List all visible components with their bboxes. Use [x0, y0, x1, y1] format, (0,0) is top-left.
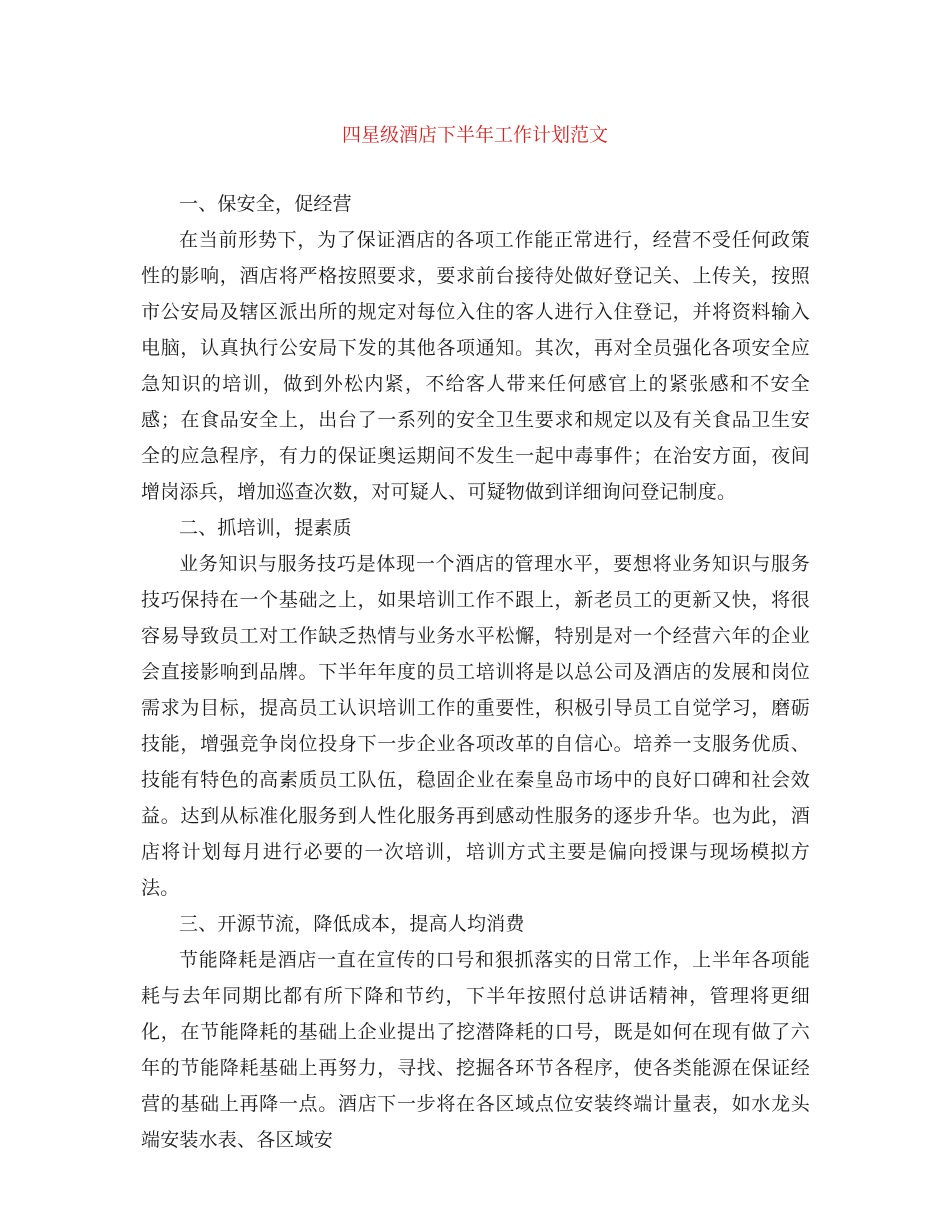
section-heading-training: 二、抓培训，提素质 — [179, 517, 352, 539]
section-heading-safety: 一、保安全，促经营 — [179, 193, 352, 215]
section-paragraph-training: 业务知识与服务技巧是体现一个酒店的管理水平，要想将业务知识与服务技巧保持在一个基础之上，如果培训工作不跟上，新老员工的更新又快，将很容易导致员工对工作缺乏热情与业务水平松懈，特别是对一个经营六年的企业会直接影响到品牌。下半年年度的员工培训将是以总公司及酒店的发展和岗位需求为目标，提高员工认识培训工作的重要性，积极引导员工自觉学习，磨砺技能，增强竞争岗位投身下一步企业各项改革的自信心。培养一支服务优质、技能有特色的高素质员工队伍，稳固企业在秦皇岛市场中的良好口碑和社会效益。达到从标准化服务到人性化服务再到感动性服务的逐步升华。也为此，酒店将计划每月进行必要的一次培训，培训方式主要是偏向授课与现场模拟方法。 — [141, 553, 810, 899]
section-paragraph-cost-saving: 节能降耗是酒店一直在宣传的口号和狠抓落实的日常工作，上半年各项能耗与去年同期比都有所下降和节约，下半年按照付总讲话精神，管理将更细化，在节能降耗的基础上企业提出了挖潜降耗的口号，既是如何在现有做了六年的节能降耗基础上再努力，寻找、挖掘各环节各程序，使各类能源在保证经营的基础上再降一点。酒店下一步将在各区域点位安装终端计量表，如水龙头端安装水表、各区域安 — [141, 949, 810, 1151]
section-paragraph-safety: 在当前形势下，为了保证酒店的各项工作能正常进行，经营不受任何政策性的影响，酒店将严格按照要求，要求前台接待处做好登记关、上传关，按照市公安局及辖区派出所的规定对每位入住的客人进行入住登记，并将资料输入电脑，认真执行公安局下发的其他各项通知。其次，再对全员强化各项安全应急知识的培训，做到外松内紧，不给客人带来任何感官上的紧张感和不安全感；在食品安全上，出台了一系列的安全卫生要求和规定以及有关食品卫生安全的应急程序，有力的保证奥运期间不发生一起中毒事件；在治安方面，夜间增岗添兵，增加巡查次数，对可疑人、可疑物做到详细询问登记制度。 — [141, 229, 810, 503]
document-body — [141, 186, 810, 1158]
document-title: 四星级酒店下半年工作计划范文 — [341, 124, 608, 146]
section-heading-cost-saving: 三、开源节流，降低成本，提高人均消费 — [179, 913, 525, 935]
